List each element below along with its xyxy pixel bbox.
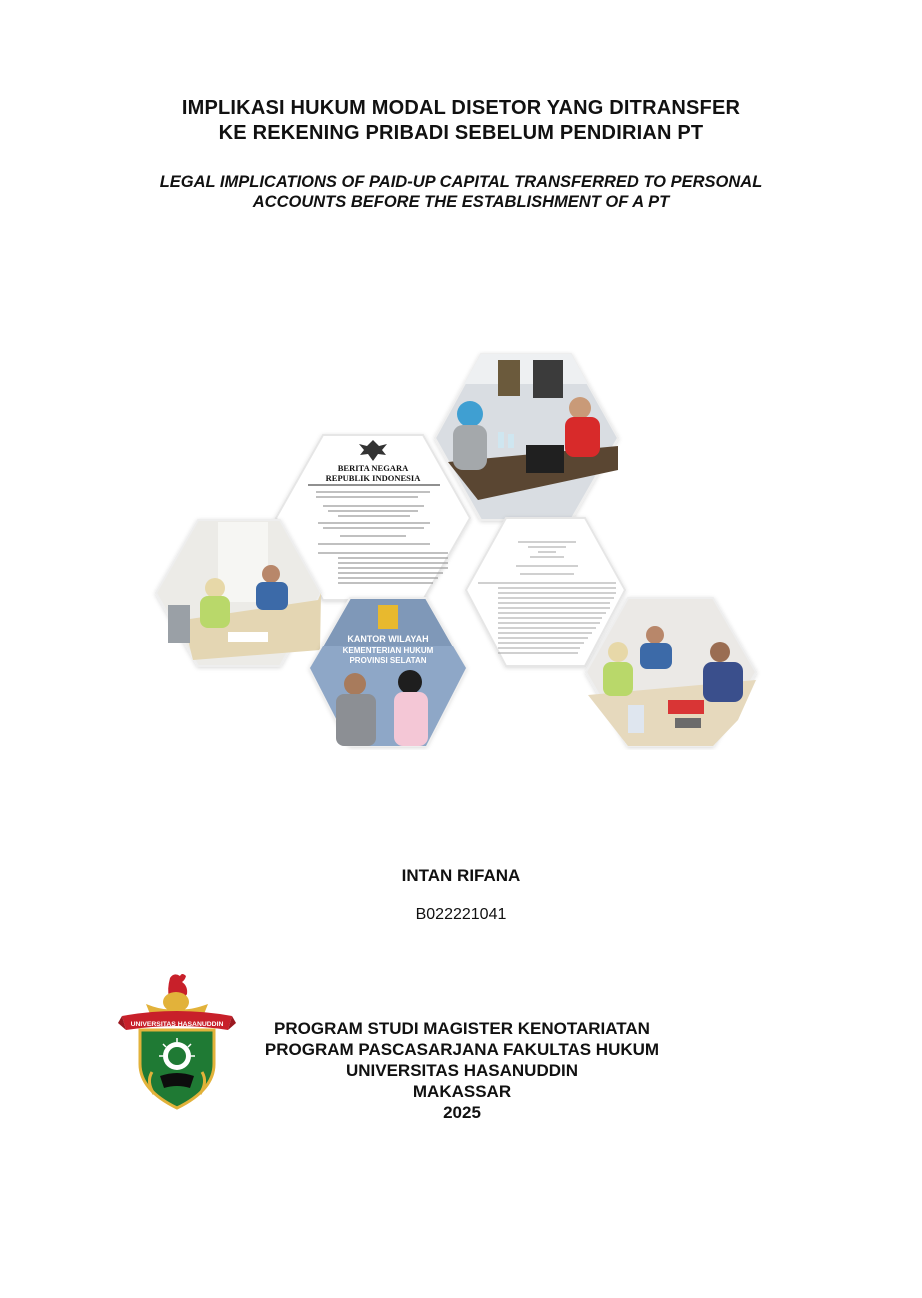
ministry-logo-icon <box>378 605 398 629</box>
author-name: INTAN RIFANA <box>401 866 521 885</box>
doc-heading-2: REPUBLIK INDONESIA <box>325 473 421 483</box>
ribbon <box>118 1011 236 1030</box>
title-english <box>0 172 922 212</box>
person-green-outfit <box>200 596 230 628</box>
ribbon-text: UNIVERSITAS HASANUDDIN <box>130 1021 224 1028</box>
sign-line-2: KEMENTERIAN HUKUM <box>342 646 434 655</box>
universitas-hasanuddin-logo <box>118 972 236 1112</box>
institution-city: MAKASSAR <box>412 1082 512 1101</box>
sign-line-1: KANTOR WILAYAH <box>347 634 429 644</box>
title-english-line1: LEGAL IMPLICATIONS OF PAID-UP CAPITAL TRANSFERRED TO PERSONAL <box>159 173 763 191</box>
person-headscarf <box>457 401 483 427</box>
person-red-shirt <box>565 417 600 457</box>
title-indonesian <box>0 96 922 146</box>
hex-photo-meeting-1 <box>435 354 618 520</box>
shield-icon <box>140 1030 214 1108</box>
person-pink-outfit <box>394 692 428 746</box>
person-uniform <box>336 694 376 746</box>
title-indonesian-line1: IMPLIKASI HUKUM MODAL DISETOR YANG DITRANSFER <box>181 97 741 119</box>
student-id: B022221041 <box>415 906 507 923</box>
hexagon-photo-collage <box>148 350 763 750</box>
person-batik-shirt <box>703 662 743 702</box>
doc-heading-1: BERITA NEGARA <box>337 463 409 473</box>
hex-photo-kanwil <box>310 598 466 746</box>
hex-photo-meeting-3 <box>586 598 756 746</box>
sign-line-3: PROVINSI SELATAN <box>349 656 427 665</box>
institution-line-3: UNIVERSITAS HASANUDDIN <box>345 1061 579 1080</box>
institution-line-1: PROGRAM STUDI MAGISTER KENOTARIATAN <box>274 1019 650 1038</box>
institution-year: 2025 <box>443 1103 481 1122</box>
title-indonesian-line2: KE REKENING PRIBADI SEBELUM PENDIRIAN PT <box>218 122 704 144</box>
institution-line-2: PROGRAM PASCASARJANA FAKULTAS HUKUM <box>264 1040 660 1059</box>
title-english-line2: ACCOUNTS BEFORE THE ESTABLISHMENT OF A PT <box>252 193 670 211</box>
rooster-icon <box>146 974 208 1017</box>
institution-block <box>232 1018 692 1123</box>
